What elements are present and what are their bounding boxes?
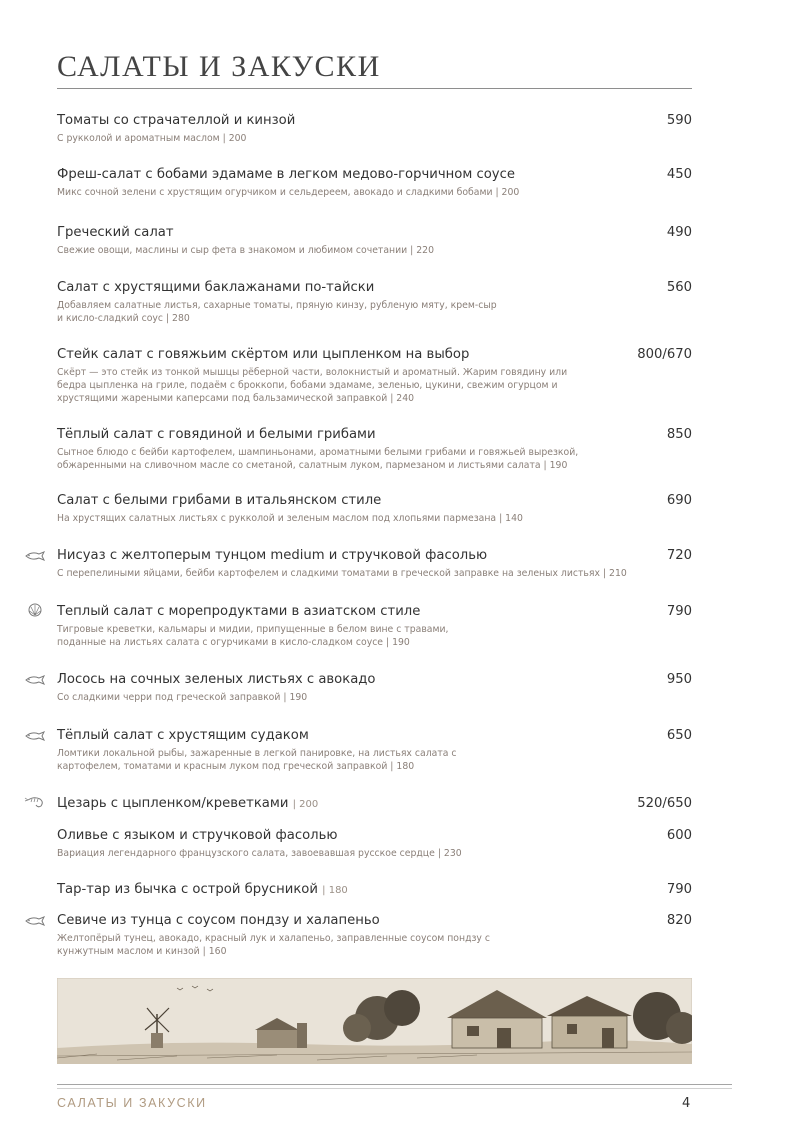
fish-icon	[24, 549, 46, 563]
menu-item	[57, 827, 692, 860]
fish-icon	[24, 729, 46, 743]
village-engraving-illustration	[57, 978, 692, 1064]
item-description: Со сладкими черри под греческой заправкой | 190	[57, 692, 308, 703]
footer-divider	[57, 1084, 732, 1085]
item-price: 790	[666, 604, 692, 619]
fish-icon	[24, 673, 46, 687]
item-price: 950	[666, 672, 692, 687]
item-description: Добавляем салатные листья, сахарные томаты, пряную кинзу, рубленую мяту, крем-сыр и кисло-сладкий соус | 280	[57, 300, 497, 324]
item-description: Ломтики локальной рыбы, зажаренные в легкой панировке, на листьях салата с картофелем, томатами и красным луком под греческой заправкой | 180	[57, 748, 457, 772]
title-divider	[57, 88, 692, 89]
item-price: 590	[666, 113, 692, 128]
menu-item	[57, 603, 692, 649]
shrimp-icon	[24, 795, 46, 809]
page-number: 4	[682, 1096, 691, 1111]
item-name: Лосось на сочных зеленых листьях с авокадо	[57, 672, 376, 687]
menu-item	[57, 727, 692, 773]
item-weight: | 200	[292, 799, 319, 810]
item-name: Севиче из тунца с соусом пондзу и халапеньо	[57, 913, 380, 928]
menu-item	[57, 112, 692, 145]
item-price: 690	[666, 493, 692, 508]
item-name: Салат с белыми грибами в итальянском стиле	[57, 493, 382, 508]
item-price: 450	[666, 167, 692, 182]
item-name: Оливье с языком и стручковой фасолью	[57, 828, 338, 843]
menu-item	[57, 426, 692, 472]
item-description: Сытное блюдо с бейби картофелем, шампиньонами, ароматными белыми грибами и говяжьей вырезкой, обжаренными на сливочном масле со сметаной, салатным луком, пармезаном и листьями салата | 190	[57, 447, 579, 471]
item-name: Теплый салат с морепродуктами в азиатском стиле	[57, 604, 421, 619]
item-description: Тигровые креветки, кальмары и мидии, припущенные в белом вине с травами, поданные на листьях салата с огурчиками в кисло-сладком соусе | 190	[57, 624, 449, 648]
footer-section-title: САЛАТЫ И ЗАКУСКИ	[57, 1096, 207, 1110]
item-price: 600	[666, 828, 692, 843]
item-name: Томаты со страчателлой и кинзой	[57, 113, 296, 128]
menu-item	[57, 224, 692, 257]
item-name: Тар-тар из бычка с острой брусникой	[57, 882, 318, 897]
item-price: 800/670	[637, 347, 692, 362]
fish-icon	[24, 914, 46, 928]
item-name: Цезарь с цыпленком/креветками	[57, 796, 289, 811]
item-price: 520/650	[637, 796, 692, 811]
item-name: Тёплый салат с говядиной и белыми грибами	[57, 427, 376, 442]
item-price: 850	[666, 427, 692, 442]
menu-item	[57, 279, 692, 325]
item-price: 790	[666, 882, 692, 897]
menu-item	[57, 912, 692, 958]
shell-icon	[24, 603, 46, 617]
item-description: С рукколой и ароматным маслом | 200	[57, 133, 247, 144]
item-name-line	[57, 881, 348, 899]
menu-item	[57, 547, 692, 580]
item-name: Нисуаз с желтоперым тунцом medium и стручковой фасолью	[57, 548, 488, 563]
item-name: Греческий салат	[57, 225, 174, 240]
item-name: Тёплый салат с хрустящим судаком	[57, 728, 309, 743]
item-price: 720	[666, 548, 692, 563]
item-description: С перепелиными яйцами, бейби картофелем и сладкими томатами в греческой заправке на зеленых листьях | 210	[57, 568, 627, 579]
item-price: 650	[666, 728, 692, 743]
menu-item	[57, 166, 692, 199]
footer-divider-secondary	[57, 1088, 732, 1089]
item-description: Желтопёрый тунец, авокадо, красный лук и халапеньо, заправленные соусом пондзу с кунжутным маслом и кинзой | 160	[57, 933, 491, 957]
menu-item	[57, 795, 692, 813]
item-name: Салат с хрустящими баклажанами по-тайски	[57, 280, 375, 295]
item-description: На хрустящих салатных листьях с рукколой и зеленым маслом под хлопьями пармезана | 140	[57, 513, 523, 524]
menu-item	[57, 881, 692, 899]
item-name-line	[57, 795, 318, 813]
menu-item	[57, 492, 692, 525]
item-description: Микс сочной зелени с хрустящим огурчиком и сельдереем, авокадо и сладкими бобами | 200	[57, 187, 520, 198]
item-description: Вариация легендарного французского салата, завоевавшая русское сердце | 230	[57, 848, 462, 859]
item-name: Стейк салат с говяжьим скёртом или цыпленком на выбор	[57, 347, 470, 362]
item-weight: | 180	[322, 885, 348, 896]
item-price: 820	[666, 913, 692, 928]
item-description: Скёрт — это стейк из тонкой мышцы рёберной части, волокнистый и ароматный. Жарим говядину или бедра цыпленка на гриле, подаём с броккопи, бобами эдамаме, зеленью, цукини, свежим огурцом и хрустящими жареными каперсами под бальзамической заправкой | 240	[57, 367, 568, 404]
item-price: 560	[666, 280, 692, 295]
item-description: Свежие овощи, маслины и сыр фета в знакомом и любимом сочетании | 220	[57, 245, 434, 256]
menu-item	[57, 671, 692, 704]
item-price: 490	[666, 225, 692, 240]
item-name: Фреш-салат с бобами эдамаме в легком медово-горчичном соусе	[57, 167, 515, 182]
page-title: САЛАТЫ И ЗАКУСКИ	[57, 50, 381, 83]
menu-item	[57, 346, 692, 405]
